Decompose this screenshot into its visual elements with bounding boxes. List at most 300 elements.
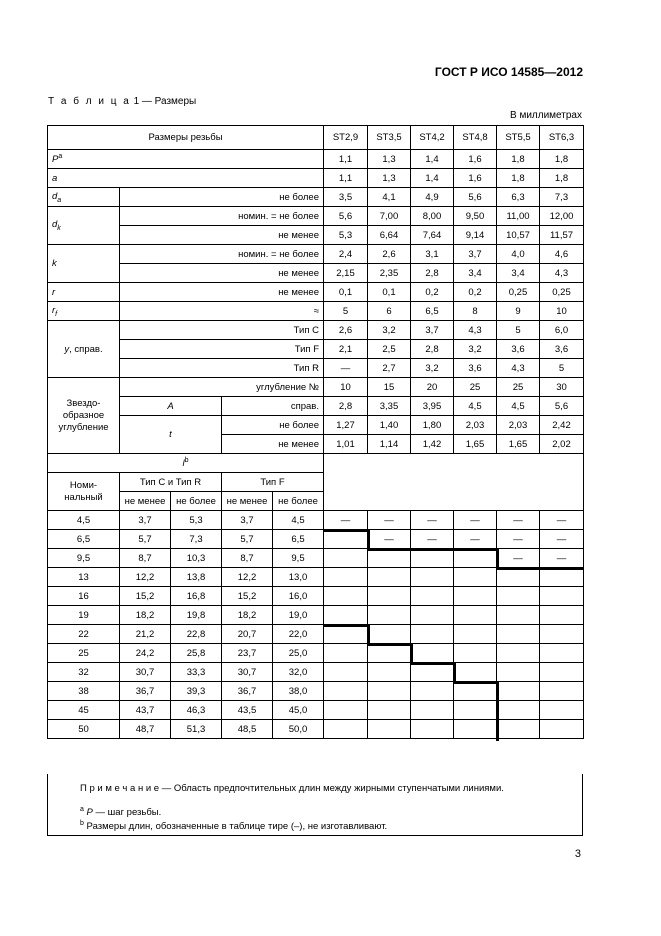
length-value: 21,2 <box>120 625 171 644</box>
table-row <box>48 511 584 530</box>
length-value: 22,8 <box>171 625 222 644</box>
length-value: 30,7 <box>222 663 273 682</box>
preferred-range-step-line <box>368 643 411 646</box>
symbol-subscript: f <box>55 310 58 318</box>
length-value: 9,5 <box>48 549 120 568</box>
empty-cell <box>368 663 411 682</box>
empty-cell <box>411 625 454 644</box>
row-label-r <box>48 283 120 302</box>
symbol-subscript: k <box>57 224 61 232</box>
length-value: 5,7 <box>222 530 273 549</box>
caption-text: 1 — Размеры <box>133 96 197 107</box>
empty-cell <box>454 644 497 663</box>
value-cell: 3,2 <box>454 340 497 359</box>
length-value: 13,8 <box>171 568 222 587</box>
length-value: 3,7 <box>120 511 171 530</box>
preferred-range-step-line <box>453 662 456 684</box>
value-cell: 6 <box>368 302 411 321</box>
empty-cell <box>540 720 584 739</box>
value-cell: 1,3 <box>368 169 411 188</box>
length-value: 45,0 <box>273 701 324 720</box>
symbol-subscript: a <box>57 196 62 204</box>
empty-cell <box>497 568 540 587</box>
row-label-y: y, справ. <box>48 321 120 378</box>
empty-cell <box>368 587 411 606</box>
empty-cell <box>454 625 497 644</box>
table-row <box>48 188 584 207</box>
value-cell: 1,6 <box>454 169 497 188</box>
value-cell: 5 <box>324 302 368 321</box>
empty-cell <box>497 720 540 739</box>
value-cell: 3,35 <box>368 397 411 416</box>
length-value: 12,2 <box>120 568 171 587</box>
preferred-range-step-line <box>368 548 411 551</box>
empty-cell <box>324 682 368 701</box>
table-row <box>48 644 584 663</box>
dash-cell: — <box>454 511 497 530</box>
value-cell: 5,6 <box>324 207 368 226</box>
empty-cell <box>411 587 454 606</box>
value-cell: 10 <box>540 302 584 321</box>
value-cell: 9 <box>497 302 540 321</box>
value-cell: 1,8 <box>540 150 584 169</box>
value-cell: 1,14 <box>368 435 411 454</box>
empty-cell <box>368 568 411 587</box>
value-cell: 4,3 <box>497 359 540 378</box>
empty-cell <box>324 625 368 644</box>
length-value: 22,0 <box>273 625 324 644</box>
value-cell: 7,00 <box>368 207 411 226</box>
length-value: 19 <box>48 606 120 625</box>
value-cell: 3,4 <box>454 264 497 283</box>
empty-cell <box>497 701 540 720</box>
length-value: 16 <box>48 587 120 606</box>
table-row <box>48 625 584 644</box>
value-cell: 1,4 <box>411 150 454 169</box>
preferred-range-step-line <box>324 624 368 627</box>
value-cell: 5 <box>540 359 584 378</box>
column-header-size: ST5,5 <box>497 126 540 150</box>
row-label-P <box>48 150 324 169</box>
value-cell: 10 <box>324 378 368 397</box>
type-f-header: Тип F <box>222 473 324 492</box>
table-row <box>48 587 584 606</box>
value-cell: 1,1 <box>324 150 368 169</box>
dash-cell: — <box>497 530 540 549</box>
symbol: r <box>52 286 56 298</box>
standard-number: ГОСТ Р ИСО 14585—2012 <box>434 65 583 79</box>
empty-cell <box>324 606 368 625</box>
empty-cell <box>454 701 497 720</box>
column-header-size: ST4,2 <box>411 126 454 150</box>
table-row <box>48 720 584 739</box>
max-header: не более <box>273 492 324 511</box>
length-value: 13 <box>48 568 120 587</box>
length-value: 43,7 <box>120 701 171 720</box>
length-value: 5,3 <box>171 511 222 530</box>
length-value: 24,2 <box>120 644 171 663</box>
value-cell: 3,4 <box>497 264 540 283</box>
length-value: 33,3 <box>171 663 222 682</box>
length-value: 48,7 <box>120 720 171 739</box>
length-value: 25,0 <box>273 644 324 663</box>
qualifier: номин. = не более <box>120 245 324 264</box>
value-cell: 2,8 <box>324 397 368 416</box>
preferred-range-step-line <box>411 662 454 665</box>
qualifier: Тип R <box>120 359 324 378</box>
length-value: 5,7 <box>120 530 171 549</box>
length-value: 45 <box>48 701 120 720</box>
value-cell: 3,2 <box>411 359 454 378</box>
value-cell: 0,25 <box>497 283 540 302</box>
dash-cell: — <box>540 511 584 530</box>
qualifier: номин. = не более <box>120 207 324 226</box>
dash-cell <box>454 549 497 568</box>
empty-cell <box>540 682 584 701</box>
footnote-a <box>80 806 161 818</box>
qualifier: не более <box>222 416 324 435</box>
dimensions-table <box>47 125 584 739</box>
preferred-range-step-line <box>324 529 368 532</box>
empty-cell <box>497 625 540 644</box>
value-cell: 6,3 <box>497 188 540 207</box>
value-cell: 1,27 <box>324 416 368 435</box>
value-cell: 2,1 <box>324 340 368 359</box>
value-cell: 1,65 <box>454 435 497 454</box>
column-header-size: ST4,8 <box>454 126 497 150</box>
column-header-size: ST2,9 <box>324 126 368 150</box>
dash-cell: — <box>497 549 540 568</box>
empty-cell <box>368 606 411 625</box>
value-cell: 10,57 <box>497 226 540 245</box>
symbol-superscript: b <box>184 456 189 464</box>
empty-cell <box>324 663 368 682</box>
column-header-size: ST3,5 <box>368 126 411 150</box>
empty-cell <box>540 606 584 625</box>
table-row <box>48 150 584 169</box>
preferred-range-step-line <box>411 548 454 551</box>
row-label-a <box>48 169 324 188</box>
value-cell: 3,95 <box>411 397 454 416</box>
dash-cell: — <box>497 511 540 530</box>
value-cell: 7,64 <box>411 226 454 245</box>
value-cell: 4,1 <box>368 188 411 207</box>
length-value: 25 <box>48 644 120 663</box>
value-cell: 4,0 <box>497 245 540 264</box>
symbol: k <box>52 258 57 269</box>
length-value: 6,5 <box>273 530 324 549</box>
length-value: 4,5 <box>273 511 324 530</box>
preferred-range-step-line <box>367 624 370 646</box>
value-cell: 3,1 <box>411 245 454 264</box>
value-cell: 25 <box>454 378 497 397</box>
empty-cell <box>324 701 368 720</box>
value-cell: 11,57 <box>540 226 584 245</box>
table-row <box>48 264 584 283</box>
table-row <box>48 359 584 378</box>
symbol: P <box>52 154 59 166</box>
empty-cell <box>540 568 584 587</box>
empty-cell <box>324 644 368 663</box>
empty-cell <box>368 625 411 644</box>
qualifier: справ. <box>222 397 324 416</box>
value-cell: 7,3 <box>540 188 584 207</box>
value-cell: 6,0 <box>540 321 584 340</box>
qualifier: не менее <box>120 283 324 302</box>
table-row <box>48 226 584 245</box>
column-header-size: ST6,3 <box>540 126 584 150</box>
empty-cell <box>368 644 411 663</box>
thread-dimensions-body <box>48 126 584 454</box>
length-value: 48,5 <box>222 720 273 739</box>
table-row <box>48 682 584 701</box>
length-value: 13,0 <box>273 568 324 587</box>
table-row <box>48 549 584 568</box>
length-value: 19,8 <box>171 606 222 625</box>
value-cell: 2,4 <box>324 245 368 264</box>
length-header <box>48 454 324 473</box>
qualifier: Тип F <box>120 340 324 359</box>
length-value: 38,0 <box>273 682 324 701</box>
value-cell: 1,42 <box>411 435 454 454</box>
preferred-range-step-line <box>410 643 413 665</box>
length-value: 8,7 <box>120 549 171 568</box>
table-row <box>48 245 584 264</box>
value-cell: 2,35 <box>368 264 411 283</box>
symbol: a <box>52 172 58 184</box>
footnote-b-mark: b <box>80 820 84 827</box>
length-value: 16,8 <box>171 587 222 606</box>
length-value: 18,2 <box>222 606 273 625</box>
length-value: 10,3 <box>171 549 222 568</box>
empty-cell <box>411 682 454 701</box>
empty-cell <box>540 587 584 606</box>
preferred-range-step-line <box>454 681 497 684</box>
value-cell: 4,3 <box>540 264 584 283</box>
table-row <box>48 126 584 150</box>
length-value: 36,7 <box>222 682 273 701</box>
row-label-A: A <box>120 397 222 416</box>
dash-cell <box>368 549 411 568</box>
empty-cell <box>540 663 584 682</box>
symbol: r <box>52 304 56 316</box>
type-cr-header: Тип C и Тип R <box>120 473 222 492</box>
length-value: 8,7 <box>222 549 273 568</box>
empty-cell <box>454 568 497 587</box>
value-cell: 0,25 <box>540 283 584 302</box>
value-cell: 5,3 <box>324 226 368 245</box>
row-label-da <box>48 188 120 207</box>
row-label-dk <box>48 207 120 245</box>
value-cell: 1,3 <box>368 150 411 169</box>
value-cell: 1,4 <box>411 169 454 188</box>
row-label-t: t <box>120 416 222 454</box>
value-cell: 30 <box>540 378 584 397</box>
length-value: 50 <box>48 720 120 739</box>
table-row <box>48 568 584 587</box>
empty-cell <box>497 663 540 682</box>
min-header: не менее <box>120 492 171 511</box>
empty-cell <box>411 644 454 663</box>
value-cell: 5,6 <box>540 397 584 416</box>
table-row <box>48 321 584 340</box>
value-cell: 4,3 <box>454 321 497 340</box>
footnote-a-text: — шаг резьбы. <box>95 807 162 819</box>
empty-cell <box>454 682 497 701</box>
table-row <box>48 340 584 359</box>
length-value: 4,5 <box>48 511 120 530</box>
symbol-superscript: a <box>58 152 63 160</box>
min-header: не менее <box>222 492 273 511</box>
length-value: 32 <box>48 663 120 682</box>
value-cell: 1,8 <box>497 169 540 188</box>
length-value: 3,7 <box>222 511 273 530</box>
length-value: 32,0 <box>273 663 324 682</box>
value-cell: 1,80 <box>411 416 454 435</box>
empty-cell <box>324 587 368 606</box>
length-value: 19,0 <box>273 606 324 625</box>
dash-cell: — <box>540 549 584 568</box>
empty-cell <box>454 606 497 625</box>
value-cell: 1,8 <box>540 169 584 188</box>
empty-cell <box>368 682 411 701</box>
value-cell: 0,1 <box>324 283 368 302</box>
value-cell: 6,64 <box>368 226 411 245</box>
row-label-rf <box>48 302 120 321</box>
value-cell: 0,1 <box>368 283 411 302</box>
empty-cell <box>411 568 454 587</box>
table-note: П р и м е ч а н и е — Область предпочтительных длин между жирными ступенчатыми линиями. <box>80 783 504 794</box>
value-cell: 1,01 <box>324 435 368 454</box>
length-value: 36,7 <box>120 682 171 701</box>
dash-cell: — <box>454 530 497 549</box>
length-value: 25,8 <box>171 644 222 663</box>
units-label: В миллиметрах <box>510 110 582 121</box>
value-cell: 4,9 <box>411 188 454 207</box>
value-cell: 0,2 <box>411 283 454 302</box>
length-value: 46,3 <box>171 701 222 720</box>
length-value: 22 <box>48 625 120 644</box>
value-cell: 2,03 <box>497 416 540 435</box>
preferred-range-step-line <box>496 548 499 570</box>
empty-cell <box>324 568 368 587</box>
footnote-b <box>80 820 387 832</box>
length-value: 7,3 <box>171 530 222 549</box>
value-cell: 3,5 <box>324 188 368 207</box>
dash-cell <box>324 549 368 568</box>
qualifier: не менее <box>120 226 324 245</box>
dash-cell: — <box>411 511 454 530</box>
empty-cell <box>497 606 540 625</box>
empty-cell <box>540 701 584 720</box>
symbol: d <box>52 219 58 231</box>
value-cell: 2,7 <box>368 359 411 378</box>
value-cell: 1,1 <box>324 169 368 188</box>
length-value: 15,2 <box>222 587 273 606</box>
empty-cell <box>324 720 368 739</box>
dash-cell: — <box>368 530 411 549</box>
value-cell: 2,15 <box>324 264 368 283</box>
empty-cell <box>454 663 497 682</box>
footnote-a-mark: a <box>80 806 84 813</box>
preferred-range-step-line <box>496 681 499 741</box>
value-cell: 9,50 <box>454 207 497 226</box>
value-cell: 3,6 <box>540 340 584 359</box>
length-value: 51,3 <box>171 720 222 739</box>
length-value: 12,2 <box>222 568 273 587</box>
value-cell: 9,14 <box>454 226 497 245</box>
preferred-range-step-line <box>454 548 497 551</box>
dash-cell: — <box>324 511 368 530</box>
empty-cell <box>411 701 454 720</box>
value-cell: 1,6 <box>454 150 497 169</box>
preferred-range-step-line <box>540 567 584 570</box>
value-cell: 4,5 <box>497 397 540 416</box>
value-cell: 12,00 <box>540 207 584 226</box>
value-cell: 1,40 <box>368 416 411 435</box>
table-row <box>48 454 584 473</box>
value-cell: 25 <box>497 378 540 397</box>
table-row <box>48 283 584 302</box>
length-value: 6,5 <box>48 530 120 549</box>
length-value: 39,3 <box>171 682 222 701</box>
value-cell: 20 <box>411 378 454 397</box>
value-cell: 0,2 <box>454 283 497 302</box>
value-cell: 3,2 <box>368 321 411 340</box>
length-value: 38 <box>48 682 120 701</box>
value-cell: 3,6 <box>497 340 540 359</box>
value-cell: 1,8 <box>497 150 540 169</box>
value-cell: 2,6 <box>368 245 411 264</box>
value-cell: 15 <box>368 378 411 397</box>
length-value: 16,0 <box>273 587 324 606</box>
value-cell: 8 <box>454 302 497 321</box>
nominal-length-header: Номи- нальный <box>48 473 120 511</box>
preferred-range-step-line <box>367 529 370 551</box>
notes-box <box>47 774 583 836</box>
dash-cell: — <box>368 511 411 530</box>
value-cell: 6,5 <box>411 302 454 321</box>
value-cell: 8,00 <box>411 207 454 226</box>
empty-cell <box>497 587 540 606</box>
qualifier: не менее <box>120 264 324 283</box>
length-value: 9,5 <box>273 549 324 568</box>
empty-cell <box>368 720 411 739</box>
value-cell: 3,7 <box>411 321 454 340</box>
caption-label: Т а б л и ц а <box>48 96 131 107</box>
empty-cell <box>454 587 497 606</box>
footnote-b-text: Размеры длин, обозначенные в таблице тире (–), не изготавливают. <box>86 821 388 833</box>
qualifier: не более <box>120 188 324 207</box>
empty-cell <box>497 682 540 701</box>
empty-cell <box>411 606 454 625</box>
qualifier: не менее <box>222 435 324 454</box>
table-row <box>48 663 584 682</box>
dash-cell: — <box>540 530 584 549</box>
length-value: 43,5 <box>222 701 273 720</box>
empty-cell <box>497 644 540 663</box>
value-cell: 2,6 <box>324 321 368 340</box>
empty-area <box>324 454 584 511</box>
value-cell: — <box>324 359 368 378</box>
length-value: 30,7 <box>120 663 171 682</box>
qualifier: Тип C <box>120 321 324 340</box>
table-row <box>48 530 584 549</box>
empty-cell <box>411 663 454 682</box>
value-cell: 4,5 <box>454 397 497 416</box>
length-value: 15,2 <box>120 587 171 606</box>
value-cell: 4,6 <box>540 245 584 264</box>
